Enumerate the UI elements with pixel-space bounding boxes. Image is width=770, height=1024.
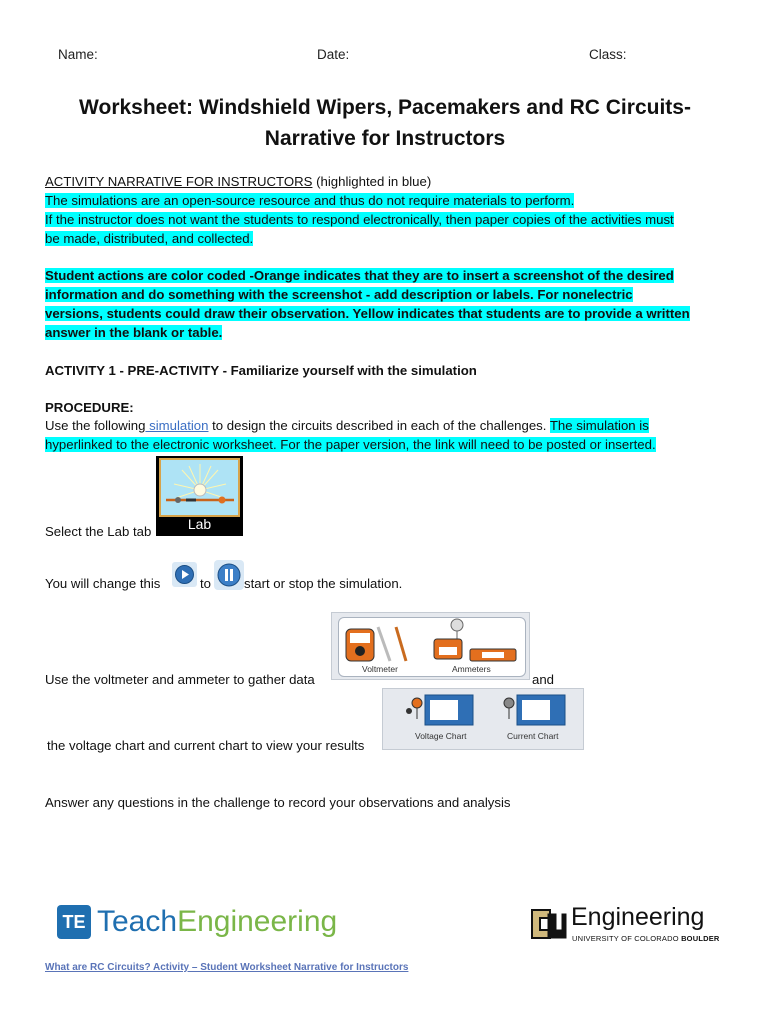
- class-label: Class:: [589, 47, 627, 62]
- current-chart-label: Current Chart: [507, 731, 559, 741]
- chart-instruction: the voltage chart and current chart to view your results: [47, 738, 365, 753]
- teachengineering-logo: [57, 905, 91, 939]
- footer-link[interactable]: What are RC Circuits? Activity – Student Worksheet Narrative for Instructors: [45, 962, 409, 973]
- color-code-line-4: answer in the blank or table.: [45, 325, 223, 340]
- color-code-line-2: information and do something with the screenshot - add description or labels. For nonelectric: [45, 287, 633, 302]
- procedure-post: to design the circuits described in each of the challenges.: [208, 418, 550, 433]
- play-icon: [172, 562, 197, 587]
- meter-instruction: Use the voltmeter and ammeter to gather data: [45, 672, 315, 687]
- narrative-heading: ACTIVITY NARRATIVE FOR INSTRUCTORS: [45, 174, 313, 189]
- play-button[interactable]: [172, 562, 197, 587]
- lab-instruction: Select the Lab tab: [45, 524, 152, 539]
- procedure-line-1: [45, 416, 649, 436]
- narrative-line-3: be made, distributed, and collected.: [45, 231, 254, 246]
- charts-panel[interactable]: [382, 688, 584, 750]
- procedure-highlight-1: The simulation is: [549, 418, 649, 433]
- lab-tab-label: Lab: [187, 516, 212, 532]
- cu-emblem-icon: [528, 904, 568, 944]
- cu-sub-1: UNIVERSITY OF COLORADO: [572, 934, 682, 943]
- te-badge: TE: [62, 912, 86, 932]
- color-code-line-3: versions, students could draw their observation. Yellow indicates that students are to provide a written: [45, 306, 690, 321]
- meter-and-text: and: [532, 672, 555, 687]
- te-brand-teach: Teach: [97, 905, 178, 938]
- procedure-heading: PROCEDURE:: [45, 400, 134, 415]
- activity1-heading: ACTIVITY 1 - PRE-ACTIVITY - Familiarize yourself with the simulation: [45, 363, 477, 378]
- narrative-line-2: If the instructor does not want the students to respond electronically, then paper copies of the activities must: [45, 212, 674, 227]
- simulation-link[interactable]: simulation: [145, 418, 209, 433]
- teachengineering-wordmark: [97, 903, 337, 941]
- cu-logo: [528, 904, 568, 944]
- lab-tab-image[interactable]: [156, 456, 243, 536]
- change-to-label: to: [200, 576, 211, 591]
- cu-wordmark: Engineering: [571, 903, 705, 931]
- current-chart-icon: [383, 689, 585, 751]
- procedure-pre: Use the following: [45, 418, 146, 433]
- cu-sub-2: BOULDER: [681, 934, 720, 943]
- voltmeter-label: Voltmeter: [362, 664, 398, 674]
- procedure-highlight-2: hyperlinked to the electronic worksheet. For the paper version, the link will need to be posted or inserted.: [45, 437, 656, 452]
- page-title-line1: Worksheet: Windshield Wipers, Pacemakers and RC Circuits-: [79, 96, 691, 119]
- date-label: Date:: [317, 47, 350, 62]
- narrative-line-1: The simulations are an open-source resource and thus do not require materials to perform.: [45, 193, 575, 208]
- voltage-chart-label: Voltage Chart: [415, 731, 467, 741]
- answer-instruction: Answer any questions in the challenge to record your observations and analysis: [45, 795, 511, 810]
- te-brand-engineering: Engineering: [177, 905, 338, 938]
- cu-subtitle: [572, 934, 720, 943]
- page-title-line2: Narrative for Instructors: [264, 127, 506, 150]
- narrative-heading-row: [45, 172, 431, 192]
- ammeter-label: Ammeters: [452, 664, 491, 674]
- narrative-heading-note: (highlighted in blue): [312, 174, 432, 189]
- name-label: Name:: [58, 47, 98, 62]
- change-post-text: start or stop the simulation.: [244, 576, 403, 591]
- pause-button[interactable]: [214, 560, 244, 590]
- color-code-line-1: Student actions are color coded -Orange indicates that they are to insert a screenshot of the desired: [45, 268, 674, 283]
- meters-panel[interactable]: [331, 612, 530, 680]
- pause-icon: [214, 560, 244, 590]
- change-instruction: You will change this: [45, 576, 161, 591]
